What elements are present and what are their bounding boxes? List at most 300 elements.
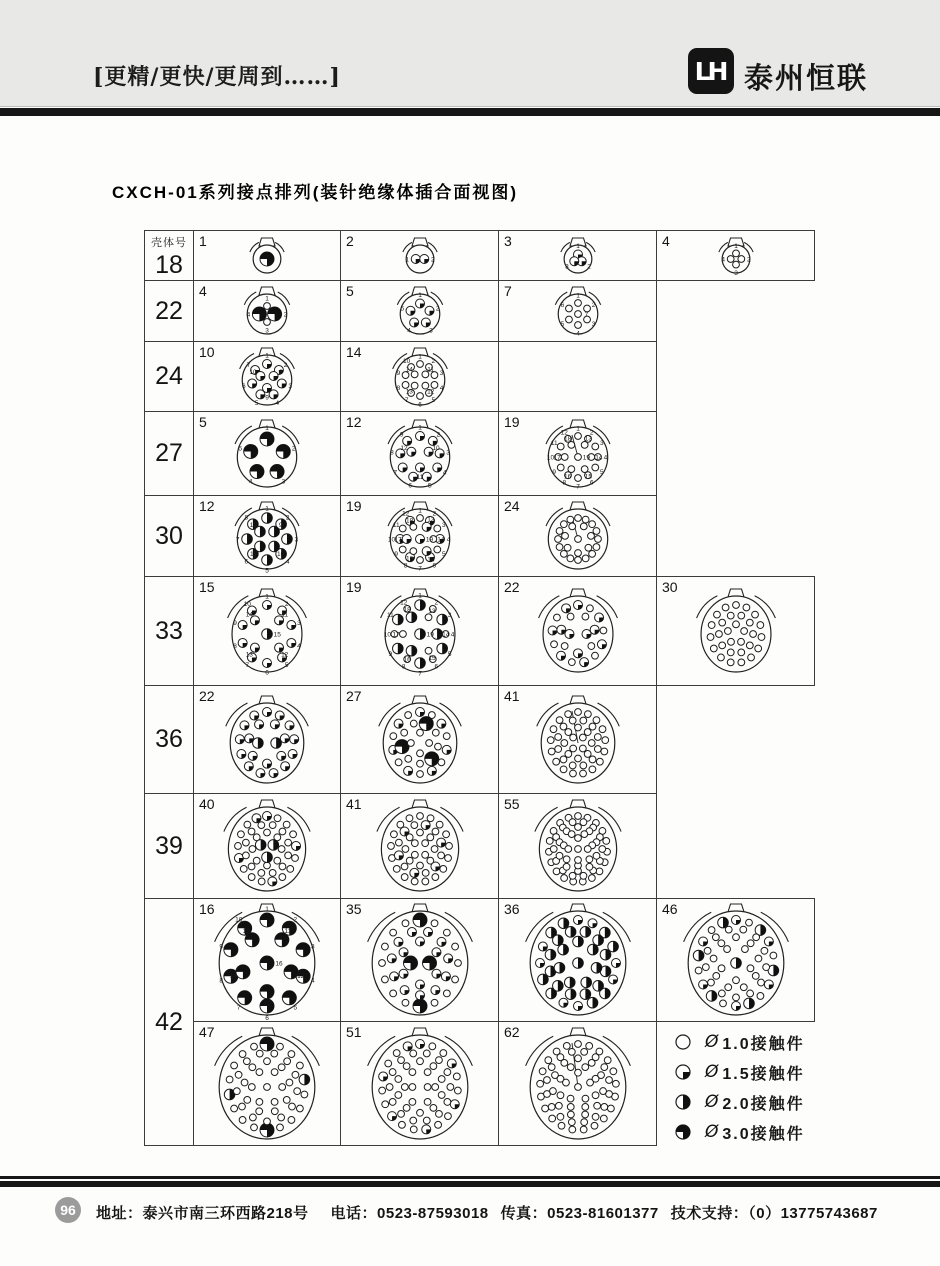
- footer-contact-line: [96, 1202, 890, 1223]
- insert-arrangement-number: 40: [199, 796, 215, 812]
- insert-arrangement-number: 41: [346, 796, 362, 812]
- table-row-shell-27: [145, 412, 815, 496]
- insert-arrangement-number: 55: [504, 796, 520, 812]
- shell-number-cell: [145, 577, 194, 686]
- svg-text:7: 7: [417, 565, 422, 573]
- svg-text:11: 11: [249, 550, 257, 558]
- connector-cell-19: [341, 496, 499, 577]
- connector-diagram: [527, 796, 629, 896]
- svg-text:2: 2: [283, 361, 288, 369]
- table-row-shell-18: [145, 231, 815, 281]
- svg-text:6: 6: [265, 669, 269, 677]
- svg-text:4: 4: [442, 469, 447, 476]
- svg-text:3: 3: [294, 536, 299, 544]
- svg-text:13: 13: [405, 388, 413, 396]
- legend-item-3.0: [673, 1121, 815, 1144]
- legend-label: 1.5接触件: [722, 1065, 805, 1083]
- svg-text:3: 3: [447, 612, 451, 620]
- connector-diagram: [216, 796, 318, 896]
- svg-text:7: 7: [392, 469, 397, 476]
- svg-text:7: 7: [584, 311, 588, 319]
- svg-text:9: 9: [265, 394, 269, 401]
- shell-number: 24: [155, 362, 183, 390]
- shell-number: 27: [155, 439, 183, 467]
- svg-text:2: 2: [433, 599, 438, 607]
- legend-item-2.0: [673, 1091, 815, 1114]
- connector-diagram: [675, 900, 797, 1020]
- svg-text:3: 3: [733, 269, 738, 277]
- connector-diagram: [359, 1024, 481, 1144]
- insert-arrangement-number: 62: [504, 1024, 520, 1040]
- connector-cell-24: [499, 496, 657, 577]
- connector-cell-2: [341, 231, 499, 281]
- diameter-symbol: Ø: [705, 1062, 719, 1083]
- svg-text:16: 16: [563, 472, 571, 480]
- svg-text:19: 19: [425, 536, 433, 544]
- contact-arrangement-table-wrap: [144, 230, 815, 1146]
- contact-symbol-2.0-icon: [673, 1092, 693, 1112]
- connector-cell-30: [657, 577, 815, 686]
- insert-arrangement-number: 19: [346, 579, 362, 595]
- table-row-shell-39: [145, 794, 815, 899]
- connector-cell-12: [194, 496, 341, 577]
- svg-text:3: 3: [441, 522, 446, 530]
- svg-text:4: 4: [406, 327, 411, 335]
- shell-number: 36: [155, 725, 183, 753]
- svg-text:11: 11: [392, 522, 400, 530]
- svg-text:15: 15: [273, 631, 281, 639]
- svg-text:1: 1: [733, 242, 738, 250]
- svg-text:5: 5: [427, 482, 432, 490]
- connector-diagram: [517, 900, 639, 1020]
- svg-text:2: 2: [291, 444, 296, 452]
- connector-diagram: [228, 498, 306, 574]
- svg-text:12: 12: [560, 428, 568, 436]
- connector-diagram: [359, 900, 481, 1020]
- svg-text:10: 10: [249, 368, 257, 376]
- connector-cell-5: [194, 412, 341, 496]
- svg-text:16: 16: [275, 960, 283, 968]
- svg-text:13: 13: [584, 435, 592, 443]
- svg-text:12: 12: [297, 972, 305, 980]
- svg-text:2: 2: [430, 256, 435, 263]
- connector-diagram: [206, 900, 328, 1020]
- svg-text:2: 2: [589, 428, 594, 436]
- svg-text:4: 4: [297, 643, 301, 651]
- footer-phone: 电话：0523-87593018: [330, 1205, 489, 1222]
- svg-text:4: 4: [446, 536, 450, 544]
- svg-text:4: 4: [248, 477, 253, 485]
- connector-cell-19: [341, 577, 499, 686]
- svg-text:8: 8: [244, 514, 249, 522]
- diameter-symbol: Ø: [705, 1122, 719, 1143]
- svg-text:11: 11: [281, 611, 289, 619]
- svg-text:2: 2: [586, 262, 591, 270]
- contact-size-legend: [657, 1022, 815, 1146]
- svg-text:1: 1: [265, 505, 269, 513]
- svg-text:3: 3: [428, 327, 433, 335]
- connector-diagram: [555, 234, 601, 278]
- insert-arrangement-number: 5: [199, 414, 207, 430]
- table-row-shell-24: [145, 342, 815, 412]
- svg-text:5: 5: [293, 1004, 298, 1012]
- connector-diagram: [371, 692, 469, 788]
- footer-fax: 传真：0523-81601377: [500, 1205, 659, 1222]
- connector-diagram: [381, 498, 459, 574]
- svg-text:9: 9: [278, 522, 283, 530]
- svg-text:3: 3: [310, 943, 315, 951]
- svg-text:6: 6: [242, 382, 246, 390]
- svg-text:8: 8: [279, 368, 283, 376]
- svg-text:18: 18: [405, 517, 413, 525]
- svg-text:8: 8: [561, 479, 566, 487]
- connector-cell-62: [499, 1022, 657, 1146]
- svg-text:6: 6: [589, 479, 594, 487]
- connector-cell-10: [194, 342, 341, 412]
- svg-text:4: 4: [246, 311, 251, 319]
- svg-text:12: 12: [426, 388, 434, 396]
- insert-arrangement-number: 7: [504, 283, 512, 299]
- insert-arrangement-number: 30: [662, 579, 678, 595]
- svg-text:15: 15: [584, 472, 592, 480]
- connector-diagram: [369, 796, 471, 896]
- connector-cell-41: [499, 686, 657, 794]
- shell-number-cell: [145, 794, 194, 899]
- connector-diagram: [549, 283, 607, 339]
- shell-column-header: 壳体号: [151, 237, 187, 249]
- insert-arrangement-number: 4: [199, 283, 207, 299]
- connector-diagram: [386, 344, 454, 410]
- svg-text:2: 2: [436, 431, 440, 439]
- shell-number-cell: [145, 342, 194, 412]
- svg-text:14: 14: [405, 365, 413, 373]
- svg-text:6: 6: [417, 400, 422, 408]
- svg-text:4: 4: [450, 631, 454, 639]
- svg-text:12: 12: [281, 651, 289, 659]
- svg-text:14: 14: [436, 536, 444, 544]
- shell-number-cell: [145, 281, 194, 342]
- footer-address: 地址：泰兴市南三环西路218号: [96, 1205, 309, 1222]
- svg-text:1: 1: [265, 352, 269, 359]
- svg-text:4: 4: [603, 454, 607, 461]
- svg-text:14: 14: [229, 972, 237, 980]
- insert-arrangement-number: 19: [346, 498, 362, 514]
- svg-text:15: 15: [242, 928, 250, 936]
- svg-text:9: 9: [551, 468, 556, 476]
- svg-text:5: 5: [400, 305, 404, 313]
- svg-text:4: 4: [310, 977, 315, 985]
- brand-name: 泰州恒联: [744, 63, 869, 95]
- shell-number-cell: [145, 412, 194, 496]
- svg-text:6: 6: [433, 663, 438, 671]
- svg-text:3: 3: [439, 369, 443, 377]
- svg-text:16: 16: [403, 656, 411, 664]
- svg-text:10: 10: [431, 444, 440, 452]
- svg-text:6: 6: [265, 1015, 269, 1020]
- connector-diagram: [531, 585, 625, 677]
- svg-text:9: 9: [219, 943, 224, 951]
- svg-text:7: 7: [246, 361, 251, 369]
- svg-text:2: 2: [283, 311, 288, 319]
- insert-arrangement-number: 27: [346, 688, 362, 704]
- connector-cell-3: [499, 231, 657, 281]
- connector-diagram: [228, 416, 306, 492]
- connector-diagram: [218, 692, 316, 788]
- svg-text:1: 1: [417, 353, 422, 361]
- svg-text:9: 9: [396, 369, 400, 377]
- connector-diagram: [381, 416, 459, 492]
- svg-text:1: 1: [404, 256, 409, 263]
- svg-text:18: 18: [563, 435, 571, 443]
- header-slogan: [更精/更快/更周到……]: [93, 64, 341, 90]
- connector-diagram: [517, 1024, 639, 1144]
- table-row: [145, 1022, 815, 1146]
- svg-text:1: 1: [417, 292, 422, 299]
- connector-cell-27: [341, 686, 499, 794]
- contact-arrangement-table: [144, 230, 815, 1146]
- svg-text:3: 3: [265, 327, 269, 335]
- insert-arrangement-number: 10: [199, 344, 215, 360]
- svg-text:11: 11: [284, 928, 292, 936]
- svg-text:4: 4: [275, 399, 280, 407]
- svg-text:12: 12: [249, 522, 257, 530]
- connector-cell-22: [194, 686, 341, 794]
- svg-text:9: 9: [388, 650, 392, 658]
- shell-number: 42: [155, 1007, 183, 1036]
- shell-number-cell: [145, 231, 194, 281]
- connector-cell-16: [194, 899, 341, 1022]
- svg-text:7: 7: [417, 670, 422, 677]
- svg-text:2: 2: [435, 305, 439, 313]
- svg-text:13: 13: [245, 651, 253, 659]
- contact-symbol-1.5-icon: [673, 1062, 693, 1082]
- table-row-shell-33: [145, 577, 815, 686]
- svg-text:8: 8: [219, 977, 224, 985]
- footer-divider-bar-thin: [0, 1176, 940, 1179]
- connector-cell-36: [499, 899, 657, 1022]
- svg-text:15: 15: [426, 556, 435, 564]
- insert-arrangement-number: 51: [346, 1024, 362, 1040]
- connector-diagram: [529, 692, 627, 788]
- svg-text:13: 13: [427, 607, 436, 615]
- svg-text:7: 7: [575, 482, 580, 490]
- company-logo-icon: [688, 48, 734, 94]
- svg-text:3: 3: [281, 477, 286, 485]
- insert-arrangement-number: 35: [346, 901, 362, 917]
- insert-arrangement-number: 41: [504, 688, 520, 704]
- svg-text:7: 7: [236, 1004, 241, 1012]
- shell-number-cell: [145, 899, 194, 1146]
- svg-text:10: 10: [235, 916, 243, 924]
- svg-text:19: 19: [426, 631, 434, 639]
- svg-text:15: 15: [427, 655, 436, 663]
- svg-text:11: 11: [386, 612, 394, 620]
- svg-text:1: 1: [417, 592, 422, 600]
- svg-text:8: 8: [233, 643, 237, 651]
- connector-cell-41: [341, 794, 499, 899]
- svg-text:2: 2: [591, 302, 595, 310]
- svg-text:13: 13: [426, 516, 435, 524]
- connector-cell-55: [499, 794, 657, 899]
- diameter-symbol: Ø: [705, 1032, 719, 1053]
- svg-text:1: 1: [575, 292, 580, 300]
- insert-arrangement-number: 22: [504, 579, 520, 595]
- svg-text:11: 11: [416, 473, 423, 481]
- connector-cell-47: [194, 1022, 341, 1146]
- svg-text:12: 12: [399, 444, 408, 452]
- svg-text:4: 4: [439, 384, 443, 392]
- insert-arrangement-number: 15: [199, 579, 215, 595]
- svg-text:1: 1: [417, 424, 422, 431]
- svg-text:16: 16: [405, 555, 413, 563]
- svg-text:10: 10: [277, 550, 285, 558]
- svg-text:2: 2: [431, 357, 435, 365]
- svg-text:7: 7: [235, 536, 240, 544]
- svg-text:5: 5: [447, 650, 451, 658]
- connector-diagram: [233, 344, 301, 410]
- insert-arrangement-number: 46: [662, 901, 678, 917]
- svg-text:6: 6: [407, 482, 412, 490]
- svg-text:3: 3: [599, 439, 604, 447]
- svg-text:3: 3: [564, 262, 569, 270]
- insert-arrangement-number: 5: [346, 283, 354, 299]
- shell-number: 22: [155, 296, 183, 325]
- connector-cell-5: [341, 281, 499, 342]
- insert-arrangement-number: 12: [199, 498, 215, 514]
- svg-text:3: 3: [288, 382, 292, 390]
- svg-text:14: 14: [245, 611, 253, 619]
- footer-support: 技术支持：（0）13775743687: [670, 1205, 878, 1222]
- shell-number: 33: [155, 616, 183, 645]
- svg-text:5: 5: [431, 396, 435, 404]
- svg-text:5: 5: [560, 320, 564, 328]
- svg-text:9: 9: [393, 550, 398, 558]
- svg-text:4: 4: [575, 330, 580, 338]
- connector-cell-4: [657, 231, 815, 281]
- svg-text:2: 2: [284, 600, 289, 608]
- shell-number: 30: [155, 521, 183, 550]
- svg-text:18: 18: [403, 606, 411, 614]
- svg-text:9: 9: [233, 619, 237, 627]
- connector-cell-7: [499, 281, 657, 342]
- svg-text:6: 6: [244, 558, 249, 566]
- connector-cell-22: [499, 577, 657, 686]
- svg-text:17: 17: [553, 454, 561, 461]
- connector-diagram: [373, 585, 467, 677]
- svg-text:5: 5: [441, 550, 446, 558]
- insert-arrangement-number: 14: [346, 344, 362, 360]
- connector-cell-14: [341, 342, 499, 412]
- svg-text:4: 4: [285, 558, 290, 566]
- connector-cell-4: [194, 281, 341, 342]
- insert-arrangement-number: 24: [504, 498, 520, 514]
- svg-text:2: 2: [746, 256, 751, 263]
- insert-arrangement-number: 19: [504, 414, 520, 430]
- svg-text:5: 5: [599, 468, 604, 476]
- svg-text:13: 13: [263, 1000, 271, 1008]
- connector-diagram: [391, 283, 449, 339]
- insert-arrangement-number: 47: [199, 1024, 215, 1040]
- header-divider-bar: [0, 108, 940, 116]
- svg-text:1: 1: [265, 906, 269, 913]
- svg-text:7: 7: [404, 396, 408, 404]
- svg-text:8: 8: [401, 663, 406, 671]
- svg-text:14: 14: [441, 631, 449, 639]
- page-title: CXCH-01系列接点排列(装针绝缘体插合面视图): [112, 183, 519, 202]
- svg-text:6: 6: [431, 562, 436, 570]
- svg-text:12: 12: [399, 599, 407, 607]
- svg-text:5: 5: [254, 399, 259, 407]
- insert-arrangement-number: 3: [504, 233, 512, 249]
- svg-text:8: 8: [396, 384, 400, 392]
- connector-cell-40: [194, 794, 341, 899]
- connector-diagram: [220, 585, 314, 677]
- connector-cell-46: [657, 899, 815, 1022]
- insert-arrangement-number: 16: [199, 901, 215, 917]
- connector-diagram: [713, 234, 759, 278]
- legend-label: 2.0接触件: [722, 1095, 805, 1113]
- connector-diagram: [539, 498, 617, 574]
- connector-cell-19: [499, 412, 657, 496]
- svg-text:8: 8: [389, 448, 394, 456]
- svg-text:7: 7: [245, 662, 250, 670]
- insert-arrangement-number: 2: [346, 233, 354, 249]
- insert-arrangement-number: 12: [346, 414, 362, 430]
- insert-arrangement-number: 36: [504, 901, 520, 917]
- legend-label: 1.0接触件: [722, 1035, 805, 1053]
- connector-cell-15: [194, 577, 341, 686]
- table-row-shell-36: [145, 686, 815, 794]
- connector-cell-51: [341, 1022, 499, 1146]
- svg-text:12: 12: [401, 510, 409, 518]
- connector-diagram: [206, 1024, 328, 1144]
- svg-text:3: 3: [297, 619, 301, 627]
- shell-number-cell: [145, 686, 194, 794]
- svg-text:1: 1: [575, 425, 580, 433]
- shell-number: 39: [155, 831, 183, 860]
- connector-cell-1: [194, 231, 341, 281]
- table-row-shell-42: [145, 899, 815, 1022]
- empty-cell: [499, 342, 657, 412]
- svg-text:17: 17: [394, 536, 402, 544]
- svg-text:10: 10: [387, 536, 395, 544]
- contact-symbol-3.0-icon: [673, 1122, 693, 1142]
- svg-text:2: 2: [431, 510, 436, 518]
- svg-text:9: 9: [399, 431, 403, 439]
- svg-text:6: 6: [560, 302, 564, 310]
- svg-text:10: 10: [402, 357, 410, 365]
- svg-text:10: 10: [243, 600, 251, 608]
- svg-text:8: 8: [403, 562, 408, 570]
- svg-text:1: 1: [265, 295, 269, 303]
- table-row-shell-22: [145, 281, 815, 342]
- connector-diagram: [539, 416, 617, 492]
- svg-text:11: 11: [550, 439, 558, 447]
- table-row-shell-30: [145, 496, 815, 577]
- svg-text:4: 4: [720, 256, 725, 263]
- svg-text:1: 1: [575, 242, 580, 250]
- contact-symbol-1.0-icon: [673, 1032, 693, 1052]
- svg-text:1: 1: [417, 507, 422, 515]
- svg-text:3: 3: [591, 320, 595, 328]
- svg-text:1: 1: [265, 424, 269, 432]
- connector-diagram: [238, 283, 296, 339]
- svg-text:17: 17: [391, 631, 400, 639]
- svg-text:1: 1: [265, 593, 269, 601]
- shell-number: 18: [155, 251, 183, 279]
- connector-cell-35: [341, 899, 499, 1022]
- connector-cell-12: [341, 412, 499, 496]
